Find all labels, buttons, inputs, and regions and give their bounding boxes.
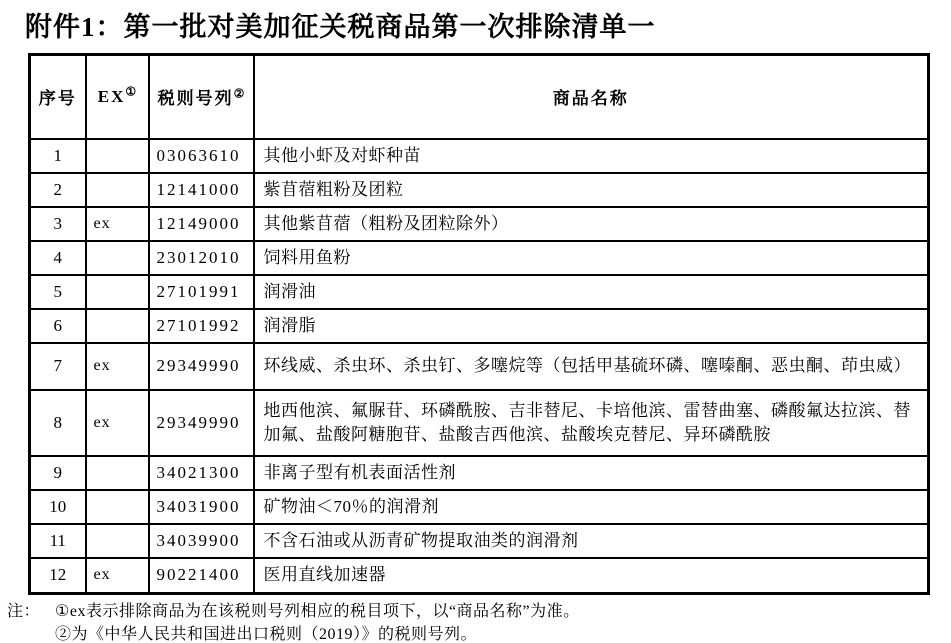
row-name-cell: 其他小虾及对虾种苗: [254, 139, 929, 173]
table-row: [30, 343, 929, 390]
row-ex-cell: [86, 139, 149, 173]
row-ex-cell: [86, 456, 149, 490]
row-ex-cell: [86, 241, 149, 275]
table-row: [30, 390, 929, 456]
row-index-cell: 10: [30, 490, 86, 524]
footnote-ref-1-icon: ①: [125, 84, 137, 99]
table-row: [30, 139, 929, 173]
row-name-cell: 地西他滨、氟脲苷、环磷酰胺、吉非替尼、卡培他滨、雷替曲塞、磷酸氟达拉滨、替加氟、盐酸阿糖胞苷、盐酸吉西他滨、盐酸埃克替尼、异环磷酰胺: [254, 390, 929, 456]
row-index-cell: 2: [30, 173, 86, 207]
row-code-cell: 12149000: [149, 207, 254, 241]
row-ex-cell: [86, 490, 149, 524]
table-row: [30, 456, 929, 490]
table-row: [30, 558, 929, 594]
row-code-cell: 27101992: [149, 309, 254, 343]
table-body: [30, 139, 929, 594]
row-code-cell: 23012010: [149, 241, 254, 275]
row-name-cell: 非离子型有机表面活性剂: [254, 456, 929, 490]
row-ex-cell: ex: [86, 558, 149, 594]
row-code-cell: 90221400: [149, 558, 254, 594]
col-header-index: 序号: [30, 55, 86, 139]
footnote-1-text: ①ex表示排除商品为在该税则号列相应的税目项下，以“商品名称”为准。: [55, 603, 580, 620]
row-code-cell: 29349990: [149, 343, 254, 390]
header-row: [30, 55, 929, 139]
table-header: [30, 55, 929, 139]
row-index-cell: 6: [30, 309, 86, 343]
row-ex-cell: ex: [86, 207, 149, 241]
footnote-line-2: [7, 623, 951, 643]
row-name-cell: 润滑脂: [254, 309, 929, 343]
footnotes: [7, 600, 951, 643]
col-header-name: 商品名称: [254, 55, 929, 139]
row-index-cell: 4: [30, 241, 86, 275]
table-row: [30, 173, 929, 207]
row-index-cell: 11: [30, 524, 86, 558]
row-code-cell: 27101991: [149, 275, 254, 309]
footnote-prefix: 注：: [7, 603, 41, 620]
footnote-line-1: [7, 600, 951, 623]
row-name-cell: 饲料用鱼粉: [254, 241, 929, 275]
footnote-2-text: ②为《中华人民共和国进出口税则（2019）》的税则号列。: [55, 626, 478, 643]
row-index-cell: 1: [30, 139, 86, 173]
row-code-cell: 29349990: [149, 390, 254, 456]
row-name-cell: 紫苜蓿粗粉及团粒: [254, 173, 929, 207]
row-index-cell: 3: [30, 207, 86, 241]
row-name-cell: 矿物油＜70％的润滑剂: [254, 490, 929, 524]
row-name-cell: 润滑油: [254, 275, 929, 309]
row-ex-cell: [86, 524, 149, 558]
row-name-cell: 其他紫苜蓿（粗粉及团粒除外）: [254, 207, 929, 241]
col-header-ex-label: EX: [97, 86, 126, 106]
row-ex-cell: [86, 275, 149, 309]
table-row: [30, 207, 929, 241]
footnote-ref-2-icon: ②: [233, 86, 245, 101]
table-row: [30, 524, 929, 558]
row-index-cell: 9: [30, 456, 86, 490]
table-row: [30, 490, 929, 524]
row-index-cell: 8: [30, 390, 86, 456]
row-ex-cell: ex: [86, 390, 149, 456]
table-row: [30, 309, 929, 343]
row-code-cell: 34021300: [149, 456, 254, 490]
table-row: [30, 241, 929, 275]
row-ex-cell: [86, 309, 149, 343]
col-header-code-label: 税则号列: [157, 89, 234, 109]
col-header-code: [149, 55, 254, 139]
row-code-cell: 34031900: [149, 490, 254, 524]
row-index-cell: 5: [30, 275, 86, 309]
row-name-cell: 环线威、杀虫环、杀虫钉、多噻烷等（包括甲基硫环磷、噻嗪酮、恶虫酮、茚虫威）: [254, 343, 929, 390]
row-ex-cell: [86, 173, 149, 207]
col-header-ex: [86, 55, 149, 139]
row-index-cell: 12: [30, 558, 86, 594]
row-ex-cell: ex: [86, 343, 149, 390]
row-code-cell: 12141000: [149, 173, 254, 207]
row-code-cell: 34039900: [149, 524, 254, 558]
table-row: [30, 275, 929, 309]
row-code-cell: 03063610: [149, 139, 254, 173]
row-name-cell: 医用直线加速器: [254, 558, 929, 594]
exclusion-list-table: [28, 53, 930, 595]
row-index-cell: 7: [30, 343, 86, 390]
row-name-cell: 不含石油或从沥青矿物提取油类的润滑剂: [254, 524, 929, 558]
page-title: 附件1：第一批对美加征关税商品第一次排除清单一: [25, 12, 656, 42]
